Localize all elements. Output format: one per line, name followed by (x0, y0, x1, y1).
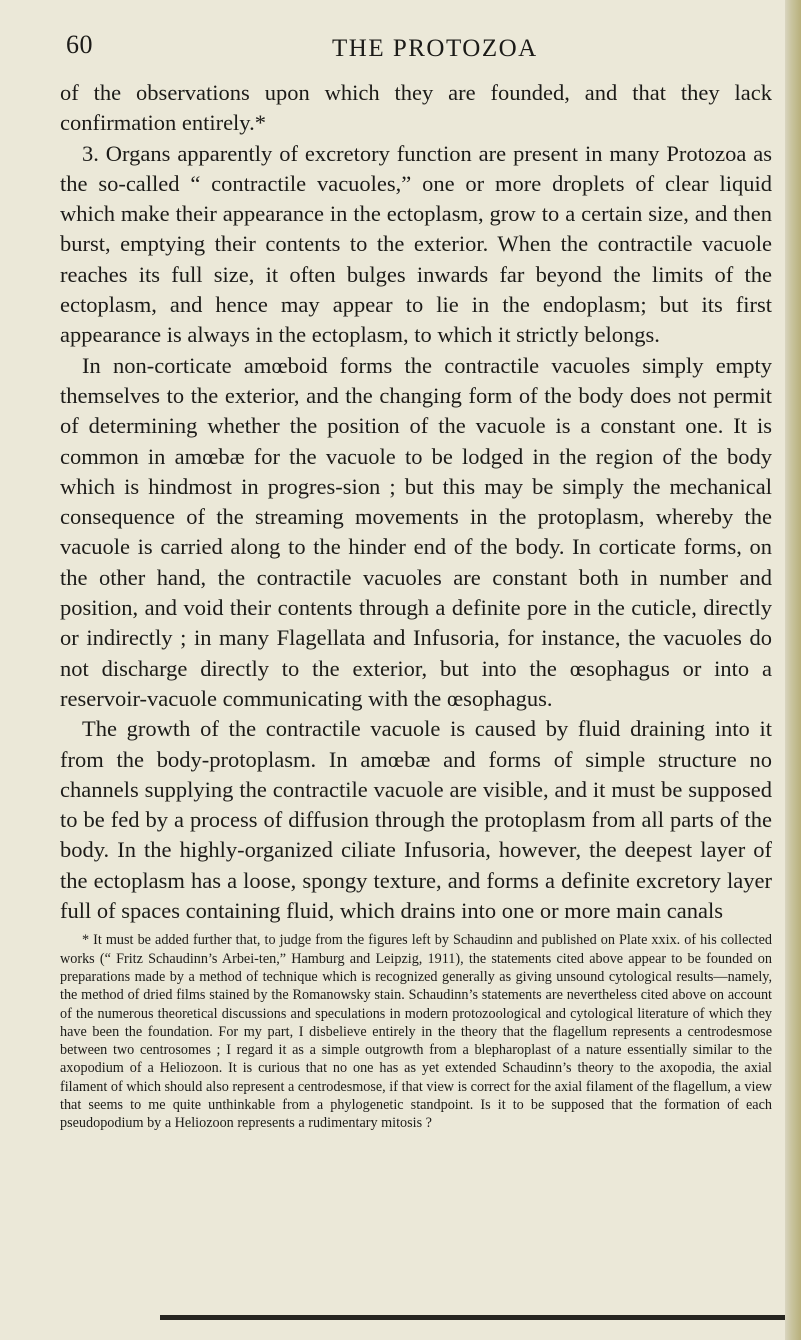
paragraph-non-corticate-forms: In non-corticate amœboid forms the contractile vacuoles simply empty themselves to the exterior, and the changing form of the body does not permit of determining whether the position of the vacuole is a constant one. It is common in amœbæ for the vacuole to be lodged in the region of the body which is hindmost in progres-sion ; but this may be simply the mechanical consequence of the streaming movements in the protoplasm, whereby the vacuole is carried along to the hinder end of the body. In corticate forms, on the other hand, the contractile vacuoles are constant both in number and position, and void their contents through a definite pore in the cuticle, directly or indirectly ; in many Flagellata and Infusoria, for instance, the vacuoles do not discharge directly to the exterior, but into the œsophagus or into a reservoir-vacuole communicating with the œsophagus. (60, 352, 772, 711)
page-binding-edge (785, 0, 801, 1340)
page-number: 60 (66, 30, 93, 59)
footnote: * It must be added further that, to judge from the figures left by Schaudinn and published on Plate xxix. of his collected works (“ Fritz Schaudinn’s Arbei-ten,” Hamburg and Leipzig, 1911), the statements cited above appear to be founded on preparations made by a method of technique which is recognized generally as giving unsound cytological results—namely, the method of dried films stained by the Romanowsky stain. Schaudinn’s statements are nevertheless cited above on account of the numerous theoretical discussions and speculations in modern protozoological and cytological literature of which they have been the foundation. For my part, I disbelieve entirely in the theory that the flagellum represents a centrodesmose between two centrosomes ; I regard it as a simple outgrowth from a blepharoplast of a nature essentially similar to the axopodium of a Heliozoon. It is curious that no one has as yet extended Schaudinn’s theory to the axopodia, the axial filament of which should also represent a centrodesmose, if that view is correct for the axial filament of the flagellum, a view that seems to me quite unthinkable from a phylogenetic standpoint. Is it to be supposed that the formation of each pseudopodium by a Heliozoon represents a rudimentary mitosis ? (60, 932, 772, 1132)
bottom-edge-shadow (160, 1315, 785, 1320)
paragraph-vacuole-growth: The growth of the contractile vacuole is caused by fluid draining into it from the body-protoplasm. In amœbæ and forms of simple structure no channels supplying the contractile vacuole are visible, and it must be supposed to be fed by a process of diffusion through the protoplasm from all parts of the body. In the highly-organized ciliate Infusoria, however, the deepest layer of the ectoplasm has a loose, spongy texture, and forms a definite excretory layer full of spaces containing fluid, which drains into one or more main canals (60, 716, 772, 924)
running-head: THE PROTOZOA (332, 35, 538, 62)
main-text (60, 78, 772, 1133)
paragraph-contractile-vacuoles: 3. Organs apparently of excretory function are present in many Protozoa as the so-called “ contractile vacuoles,” one or more droplets of clear liquid which make their appearance in the ectoplasm, grow to a certain size, and then burst, emptying their contents to the exterior. When the contractile vacuole reaches its full size, it often bulges inwards far beyond the limits of the ectoplasm, and hence may appear to lie in the endoplasm; but its first appearance is always in the ectoplasm, to which it strictly belongs. (60, 140, 772, 348)
paragraph-continuation: of the observations upon which they are founded, and that they lack confirmation entirely.* (60, 80, 772, 136)
